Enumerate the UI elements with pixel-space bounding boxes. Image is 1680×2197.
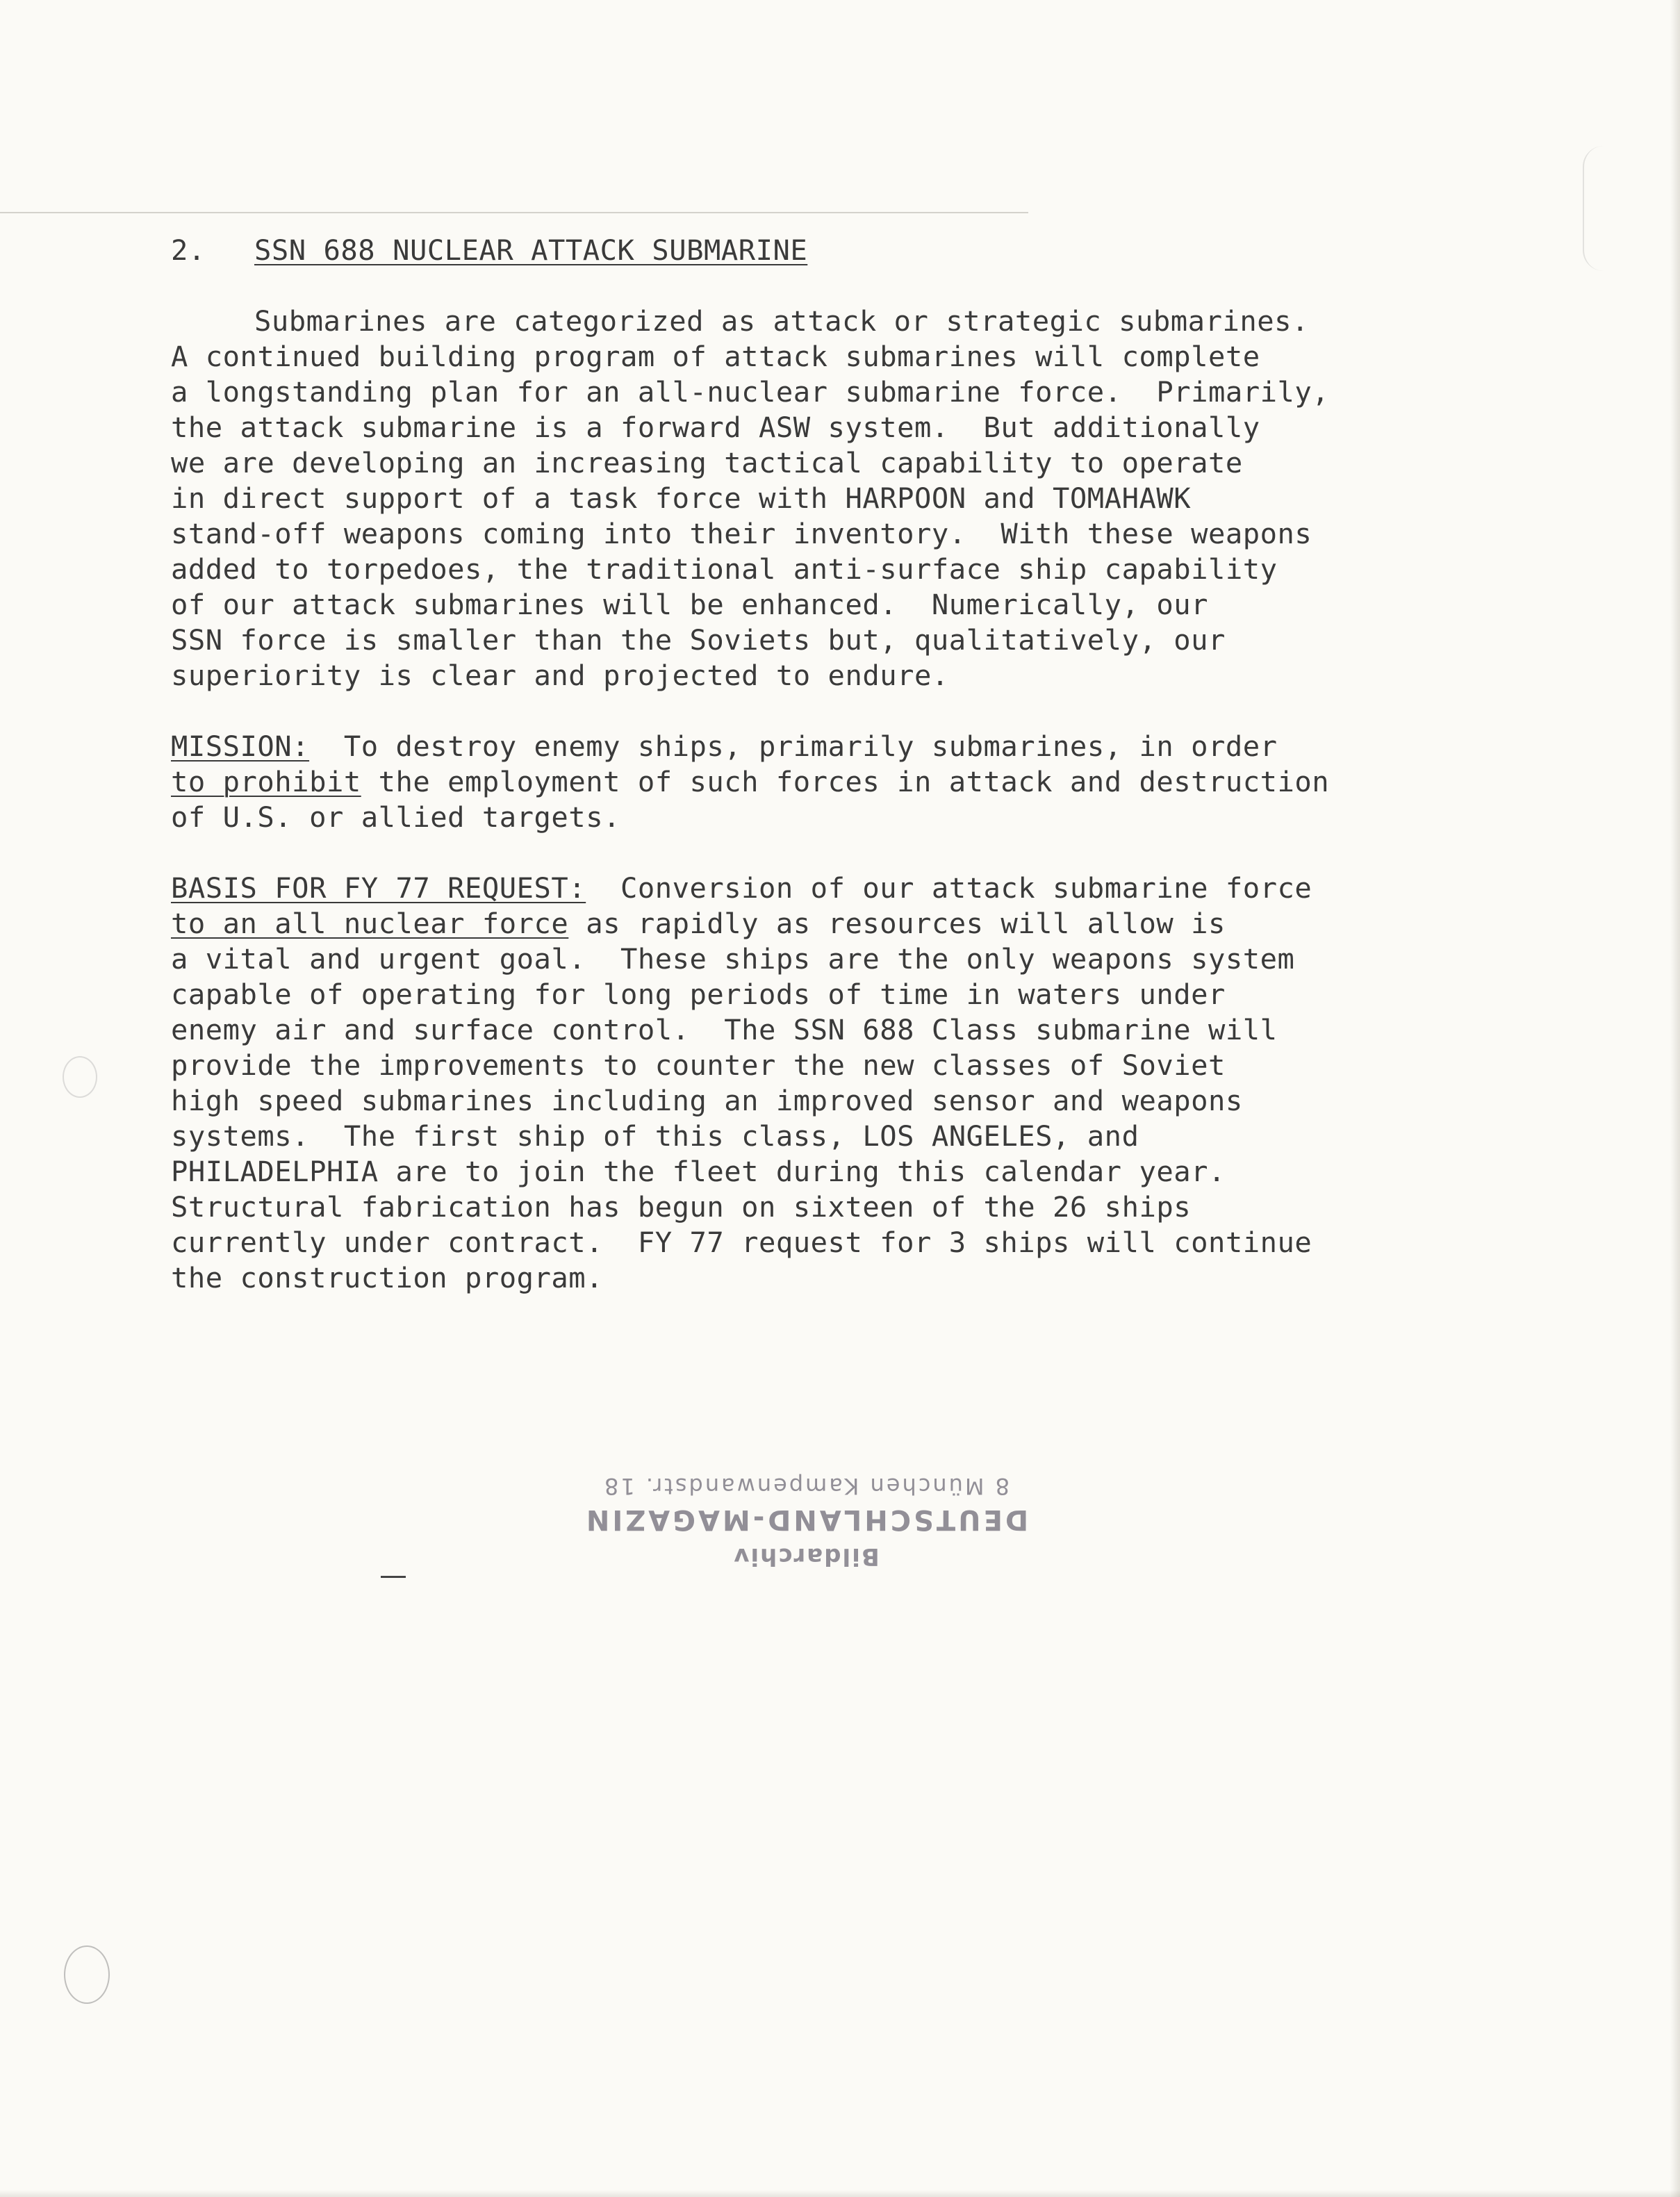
mission-line: [171, 764, 1602, 800]
intro-line: superiority is clear and projected to endure.: [171, 659, 949, 692]
mission-underlined-text: to prohibit: [171, 765, 361, 798]
section-number: 2.: [171, 233, 206, 267]
intro-line: the attack submarine is a forward ASW system. But additionally: [171, 411, 1260, 444]
basis-line: PHILADELPHIA are to join the fleet during this calendar year.: [171, 1155, 1226, 1188]
page-edge-bottom: [0, 2190, 1680, 2197]
intro-line: in direct support of a task force with HARPOON and TOMAHAWK: [171, 482, 1192, 515]
intro-paragraph: [171, 304, 1602, 693]
fold-line: [0, 212, 1028, 213]
mission-paragraph: [171, 729, 1602, 835]
stamp-line-address: 8 München Kampenwandstr. 18: [602, 1473, 1010, 1499]
basis-line: high speed submarines including an improved sensor and weapons: [171, 1084, 1243, 1117]
page-edge-right: [1670, 0, 1680, 2197]
document-body: [171, 233, 1602, 1296]
basis-label: BASIS FOR FY 77 REQUEST:: [171, 871, 586, 905]
archive-stamp: [542, 1473, 1070, 1570]
punch-hole-top: [63, 1056, 97, 1098]
basis-line: the construction program.: [171, 1261, 604, 1294]
section-title: SSN 688 NUCLEAR ATTACK SUBMARINE: [254, 233, 808, 267]
intro-line: stand-off weapons coming into their inventory. With these weapons: [171, 517, 1312, 550]
intro-line: added to torpedoes, the traditional anti-surface ship capability: [171, 552, 1278, 586]
basis-line: enemy air and surface control. The SSN 688 Class submarine will: [171, 1013, 1278, 1046]
intro-line: of our attack submarines will be enhanced. Numerically, our: [171, 588, 1208, 621]
basis-text: Conversion of our attack submarine force: [586, 871, 1312, 905]
mission-line: of U.S. or allied targets.: [171, 800, 620, 834]
basis-text: as rapidly as resources will allow is: [568, 907, 1226, 940]
basis-line: [171, 871, 1602, 906]
basis-underlined-text: to an all nuclear force: [171, 907, 569, 940]
stamp-line-archive: Bildarchiv: [732, 1542, 880, 1570]
intro-line: we are developing an increasing tactical capability to operate: [171, 446, 1243, 479]
mission-label: MISSION:: [171, 730, 310, 763]
intro-line: SSN force is smaller than the Soviets but, qualitatively, our: [171, 623, 1226, 657]
basis-line: [171, 906, 1602, 941]
basis-line: Structural fabrication has begun on sixteen of the 26 ships: [171, 1190, 1192, 1224]
mission-line: [171, 729, 1602, 764]
basis-paragraph: [171, 871, 1602, 1296]
dash-mark: [381, 1576, 406, 1578]
mission-text: To destroy enemy ships, primarily submarines, in order: [309, 730, 1278, 763]
intro-line: Submarines are categorized as attack or strategic submarines.: [254, 304, 1309, 338]
section-heading: [171, 233, 1602, 268]
basis-line: provide the improvements to counter the new classes of Soviet: [171, 1048, 1226, 1082]
punch-hole-bottom: [64, 1945, 110, 2004]
basis-line: currently under contract. FY 77 request for 3 ships will continue: [171, 1226, 1312, 1259]
intro-line: A continued building program of attack submarines will complete: [171, 340, 1260, 373]
intro-line: a longstanding plan for an all-nuclear submarine force. Primarily,: [171, 375, 1330, 409]
basis-line: systems. The first ship of this class, LOS ANGELES, and: [171, 1119, 1139, 1153]
mission-text: the employment of such forces in attack and destruction: [361, 765, 1330, 798]
stamp-line-magazine: DEUTSCHLAND-MAGAZIN: [583, 1504, 1029, 1536]
basis-line: a vital and urgent goal. These ships are the only weapons system: [171, 942, 1295, 976]
basis-line: capable of operating for long periods of time in waters under: [171, 978, 1226, 1011]
